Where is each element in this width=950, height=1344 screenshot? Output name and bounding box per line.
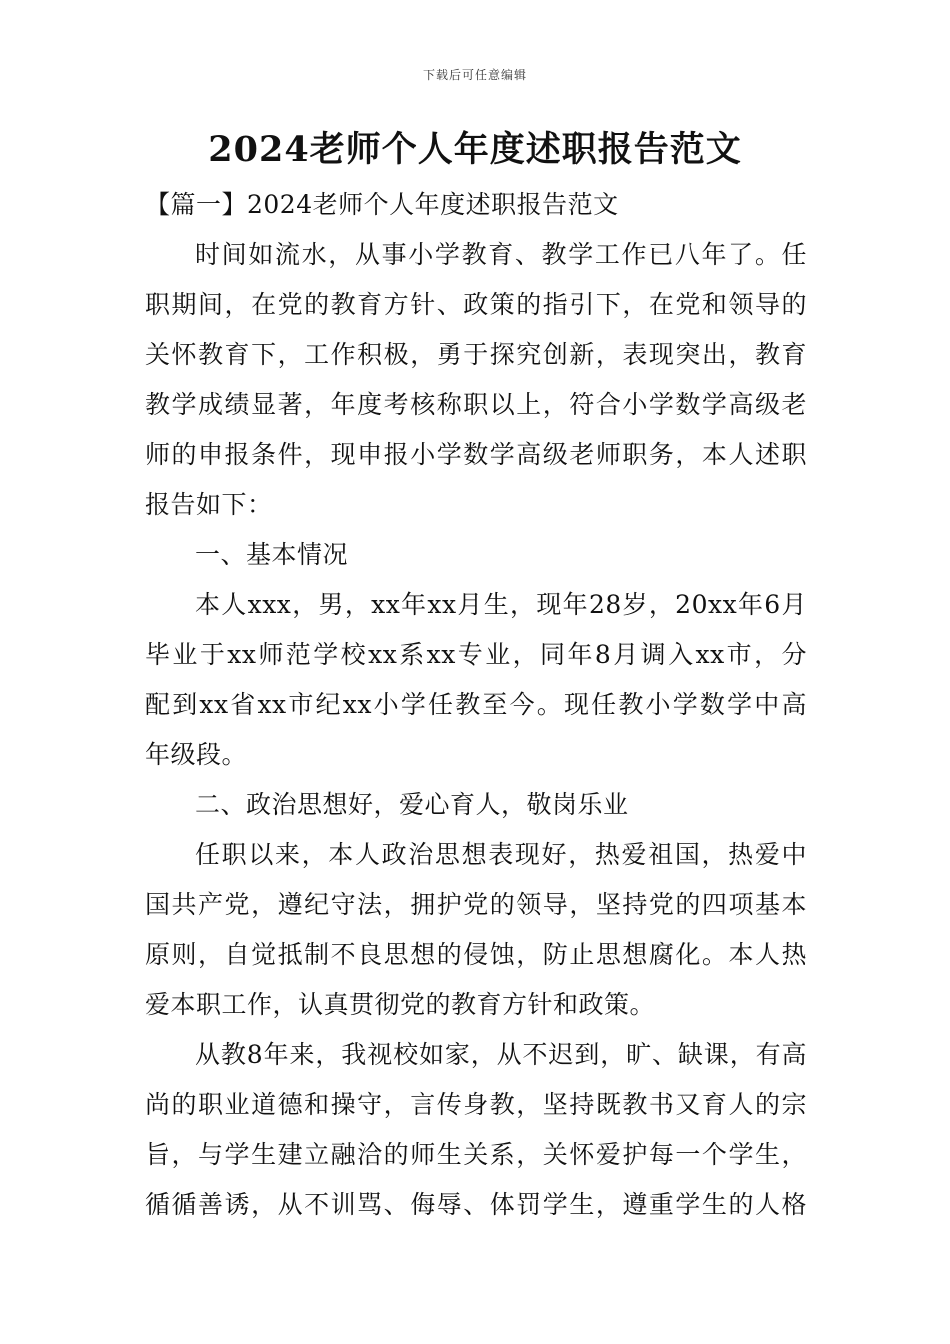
paragraph-line: 本人xxx，男，xx年xx月生，现年28岁，20xx年6月 [195,590,807,619]
paragraph-line: 配到xx省xx市纪xx小学任教至今。现任教小学数学中高 [145,690,807,719]
section-heading: 【篇一】2024老师个人年度述职报告范文 [145,190,619,219]
paragraph-line: 爱本职工作，认真贯彻党的教育方针和政策。 [145,990,656,1019]
paragraph-line: 关怀教育下，工作积极，勇于探究创新，表现突出，教育 [145,340,807,369]
paragraph-line: 旨，与学生建立融洽的师生关系，关怀爱护每一个学生， [145,1140,807,1169]
paragraph-line: 职期间，在党的教育方针、政策的指引下，在党和领导的 [145,290,807,319]
subheading-political-thought: 二、政治思想好，爱心育人，敬岗乐业 [195,790,629,819]
header-note: 下载后可任意编辑 [422,68,527,82]
subheading-basic-info: 一、基本情况 [195,540,349,569]
paragraph-line: 师的申报条件，现申报小学数学高级老师职务，本人述职 [145,440,807,469]
paragraph-line: 国共产党，遵纪守法，拥护党的领导，坚持党的四项基本 [145,890,807,919]
paragraph-line: 毕业于xx师范学校xx系xx专业，同年8月调入xx市，分 [145,640,807,669]
paragraph-line: 原则，自觉抵制不良思想的侵蚀，防止思想腐化。本人热 [145,940,807,969]
paragraph-line: 从教8年来，我视校如家，从不迟到，旷、缺课，有高 [195,1040,807,1069]
document-body [145,180,807,1230]
paragraph-line: 循循善诱，从不训骂、侮辱、体罚学生，遵重学生的人格 [145,1190,807,1219]
paragraph-line: 年级段。 [145,740,248,769]
paragraph-line: 时间如流水，从事小学教育、教学工作已八年了。任 [195,240,807,269]
paragraph-line: 任职以来，本人政治思想表现好，热爱祖国，热爱中 [195,840,807,869]
paragraph-line: 尚的职业道德和操守，言传身教，坚持既教书又育人的宗 [145,1090,807,1119]
document-title: 2024老师个人年度述职报告范文 [208,129,742,170]
paragraph-line: 教学成绩显著，年度考核称职以上，符合小学数学高级老 [145,390,807,419]
paragraph-line: 报告如下： [145,490,273,519]
